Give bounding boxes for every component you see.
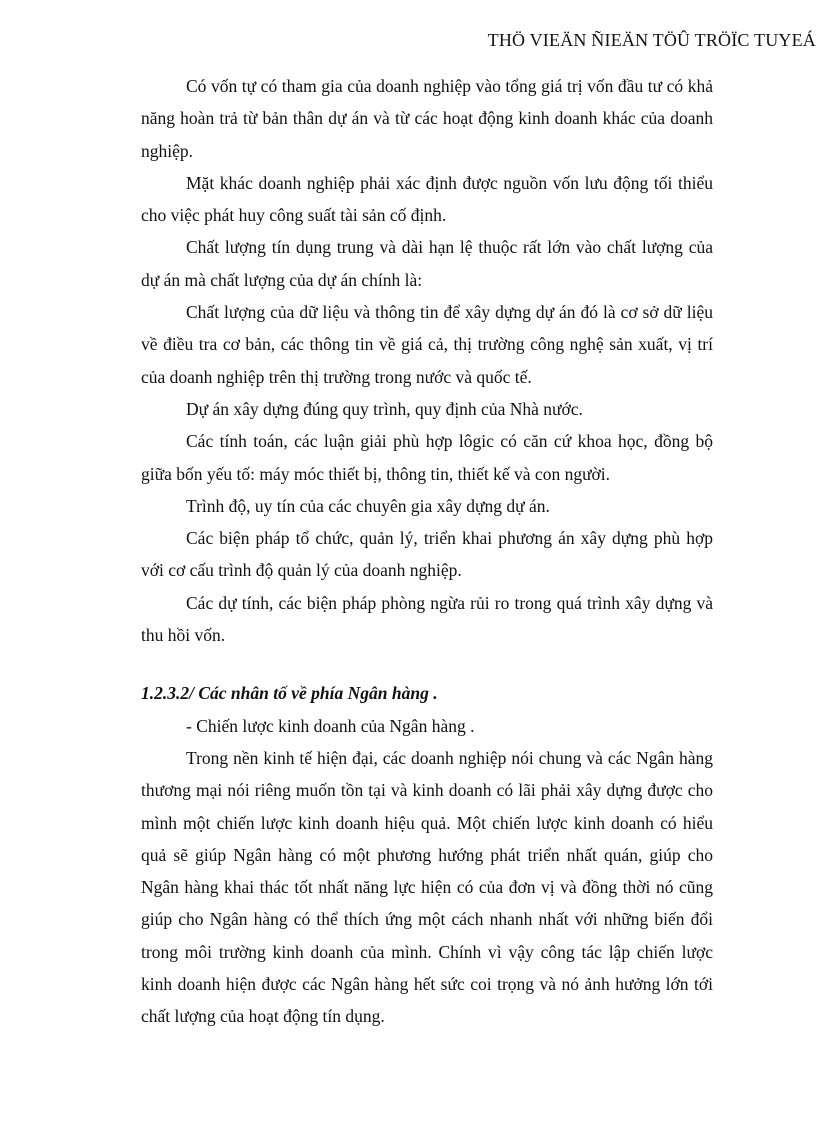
paragraph-5: Dự án xây dựng đúng quy trình, quy định của Nhà nước. xyxy=(186,398,583,419)
paragraph-6: Các tính toán, các luận giải phù hợp lôgic có căn cứ khoa học, đồng bộ giữa bốn yếu tố: máy móc thiết bị, thông tin, thiết kế và con người. xyxy=(141,431,713,484)
page-header: THÖ VIEÄN ÑIEÄN TÖÛ TRÖÏC TUYEÁ xyxy=(487,30,816,50)
section-heading: 1.2.3.2/ Các nhân tố về phía Ngân hàng . xyxy=(141,683,438,704)
section-subheading: - Chiến lược kinh doanh của Ngân hàng . xyxy=(186,715,475,736)
paragraph-4: Chất lượng của dữ liệu và thông tin để xây dựng dự án đó là cơ sở dữ liệu về điều tra cơ bản, các thông tin về giá cả, thị trường công nghệ sản xuất, vị trí của doanh nghiệp trên thị trường trong nước và quốc tế. xyxy=(141,302,713,387)
document-body xyxy=(141,70,713,1033)
paragraph-1: Có vốn tự có tham gia của doanh nghiệp vào tổng giá trị vốn đầu tư có khả năng hoàn trả từ bản thân dự án và từ các hoạt động kinh doanh khác của doanh nghiệp. xyxy=(141,76,713,161)
paragraph-8: Các biện pháp tổ chức, quản lý, triển khai phương án xây dựng phù hợp với cơ cấu trình độ quản lý của doanh nghiệp. xyxy=(141,528,713,581)
paragraph-7: Trình độ, uy tín của các chuyên gia xây dựng dự án. xyxy=(186,495,550,516)
paragraph-9: Các dự tính, các biện pháp phòng ngừa rủi ro trong quá trình xây dựng và thu hồi vốn. xyxy=(141,592,713,646)
paragraph-3: Chất lượng tín dụng trung và dài hạn lệ thuộc rất lớn vào chất lượng của dự án mà chất lượng của dự án chính là: xyxy=(141,237,713,290)
section-body-paragraph: Trong nền kinh tế hiện đại, các doanh nghiệp nói chung và các Ngân hàng thương mại nói riêng muốn tồn tại và kinh doanh có lãi phải xây dựng được cho mình một chiến lược kinh doanh hiệu quả. Một chiến lược kinh doanh có hiểu quả sẽ giúp Ngân hàng có một phương hướng phát triển nhất quán, giúp cho Ngân hàng khai thác tốt nhất năng lực hiện có của đơn vị và đồng thời nó cũng giúp cho Ngân hàng có thể thích ứng một cách nhanh nhất với những biến đổi trong môi trường kinh doanh của mình. Chính vì vậy công tác lập chiến lược kinh doanh hiện được các Ngân hàng hết sức coi trọng và nó ảnh hưởng lớn tới chất lượng của hoạt động tín dụng. xyxy=(141,747,713,1027)
paragraph-2: Mặt khác doanh nghiệp phải xác định được nguồn vốn lưu động tối thiểu cho việc phát huy công suất tài sản cố định. xyxy=(141,172,713,226)
